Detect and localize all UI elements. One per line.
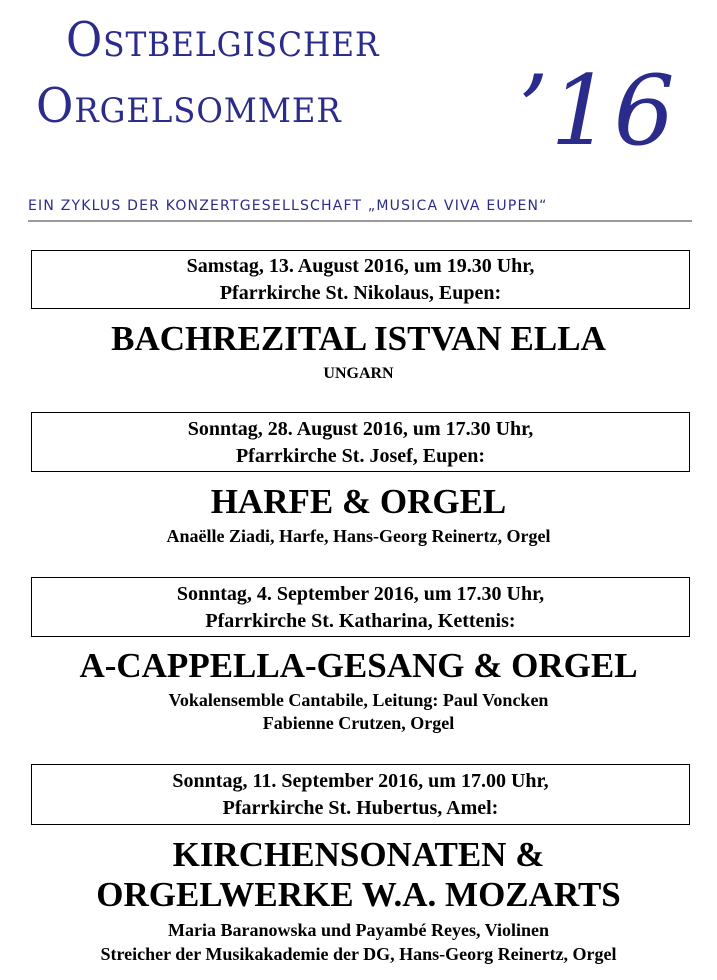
event-date: Sonntag, 28. August 2016, um 17.30 Uhr,: [187, 418, 534, 440]
event-title: ORGELWERKE W.A. MOZARTS: [96, 875, 621, 914]
event-venue: Pfarrkirche St. Josef, Eupen:: [235, 445, 486, 467]
event-title: A-CAPPELLA-GESANG & ORGEL: [79, 646, 638, 685]
title-line-1: Ostbelgischer: [66, 12, 380, 68]
event-date: Sonntag, 11. September 2016, um 17.00 Uhr,: [172, 770, 549, 792]
header-divider: [28, 220, 692, 222]
event-title: KIRCHENSONATEN &: [172, 835, 545, 874]
event-date-box: [31, 250, 690, 309]
title-line-2: Orgelsommer: [36, 78, 342, 134]
event-title: HARFE & ORGEL: [210, 482, 507, 521]
event-venue: Pfarrkirche St. Hubertus, Amel:: [222, 797, 499, 819]
event-date: Sonntag, 4. September 2016, um 17.30 Uhr,: [176, 583, 545, 605]
event-detail: Vokalensemble Cantabile, Leitung: Paul Voncken: [168, 690, 549, 710]
page-header: [0, 0, 717, 225]
event-title: BACHREZITAL ISTVAN ELLA: [111, 319, 606, 358]
event-venue: Pfarrkirche St. Katharina, Kettenis:: [205, 610, 516, 632]
year-label: ’16: [518, 55, 677, 167]
event-date: Samstag, 13. August 2016, um 19.30 Uhr,: [186, 255, 535, 277]
event-detail: Fabienne Crutzen, Orgel: [262, 713, 455, 733]
event-date-box: [31, 412, 690, 472]
event-detail: UNGARN: [323, 365, 394, 382]
event-detail: Streicher der Musikakademie der DG, Hans-Georg Reinertz, Orgel: [100, 944, 617, 964]
series-subtitle: EIN ZYKLUS DER KONZERTGESELLSCHAFT „MUSICA VIVA EUPEN“: [28, 198, 548, 214]
event-venue: Pfarrkirche St. Nikolaus, Eupen:: [219, 282, 502, 304]
event-detail: Anaëlle Ziadi, Harfe, Hans-Georg Reinertz, Orgel: [166, 526, 551, 546]
event-detail: Maria Baranowska und Payambé Reyes, Violinen: [167, 920, 550, 940]
event-date-box: [31, 577, 690, 637]
event-date-box: [31, 764, 690, 825]
